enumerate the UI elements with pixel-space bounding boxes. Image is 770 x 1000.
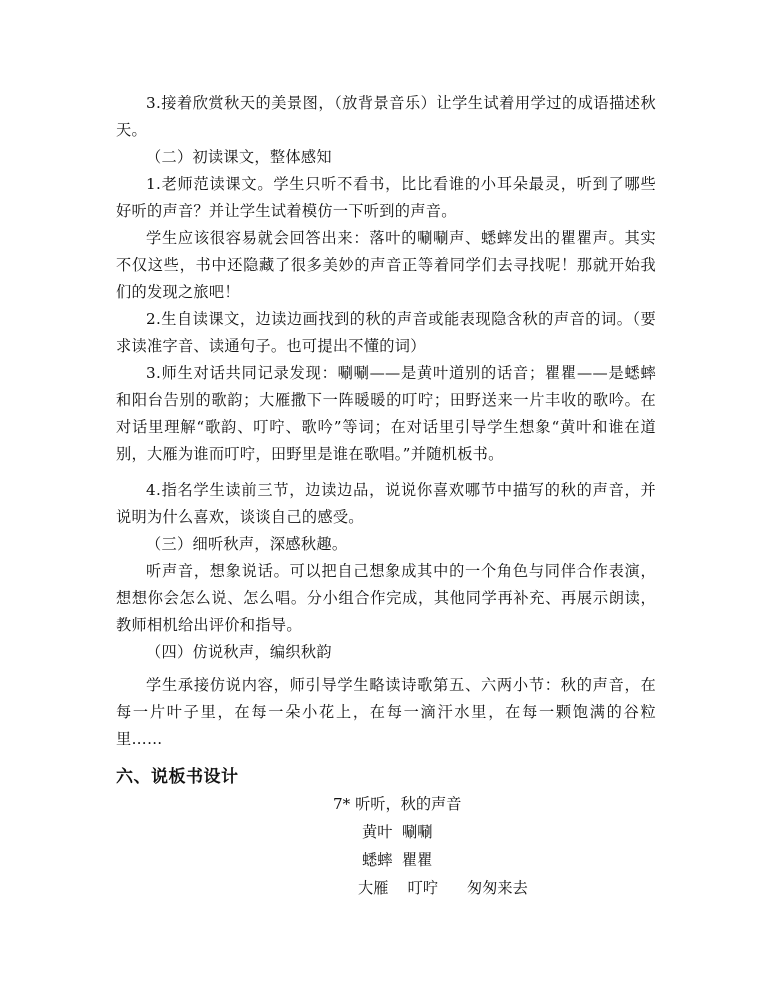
paragraph-teacher-reading: 1.老师范读课文。学生只听不看书，比比看谁的小耳朵最灵，听到了哪些好听的声音？并让学生试着模仿一下听到的声音。 xyxy=(116,175,656,220)
paragraph-student-answer: 学生应该很容易就会回答出来：落叶的唰唰声、蟋蟀发出的瞿瞿声。其实不仅这些，书中还隐藏了很多美妙的声音正等着同学们去寻找呢！那就开始我们的发现之旅吧！ xyxy=(116,229,656,301)
subheading-listen-autumn: （三）细听秋声，深感秋趣。 xyxy=(146,535,348,553)
board-row-yellow-leaves: 黄叶 唰唰 xyxy=(362,823,433,841)
paragraph-imitate-content: 学生承接仿说内容，师引导学生略读诗歌第五、六两小节：秋的声音，在每一片叶子里，在每一朵小花上，在每一滴汗水里，在每一颗饱满的谷粒里…… xyxy=(116,676,656,748)
paragraph-dialogue-record: 3.师生对话共同记录发现：唰唰——是黄叶道别的话音；瞿瞿——是蟋蟀和阳台告别的歌韵；大雁撒下一阵暖暖的叮咛；田野送来一片丰收的歌吟。在对话里理解“歌韵、叮咛、歌吟”等词；在对话里引导学生想象“黄叶和谁在道别，大雁为谁而叮咛，田野里是谁在歌唱。”并随机板书。 xyxy=(116,364,656,463)
paragraph-self-reading: 2.生自读课文，边读边画找到的秋的声音或能表现隐含秋的声音的词。（要求读准字音、读通句子。也可提出不懂的词） xyxy=(116,310,656,355)
board-title: 7* 听听，秋的声音 xyxy=(333,795,462,813)
paragraph-read-three-sections: 4.指名学生读前三节，边读边品，说说你喜欢哪节中描写的秋的声音，并说明为什么喜欢，谈谈自己的感受。 xyxy=(116,481,656,526)
paragraph-appreciate-scenery: 3.接着欣赏秋天的美景图，（放背景音乐）让学生试着用学过的成语描述秋天。 xyxy=(116,94,656,139)
board-row-cricket: 蟋蟀 瞿瞿 xyxy=(362,851,433,869)
paragraph-imagine-speak: 听声音，想象说话。可以把自己想象成其中的一个角色与同伴合作表演，想想你会怎么说、怎么唱。分小组合作完成，其他同学再补充、再展示朗读，教师相机给出评价和指导。 xyxy=(116,562,656,634)
section-heading-board-design: 六、说板书设计 xyxy=(116,767,239,787)
subheading-imitate-autumn: （四）仿说秋声，编织秋韵 xyxy=(146,643,332,661)
board-row-wild-goose: 大雁 叮咛 匆匆来去 xyxy=(358,879,528,897)
subheading-first-reading: （二）初读课文，整体感知 xyxy=(146,148,332,166)
